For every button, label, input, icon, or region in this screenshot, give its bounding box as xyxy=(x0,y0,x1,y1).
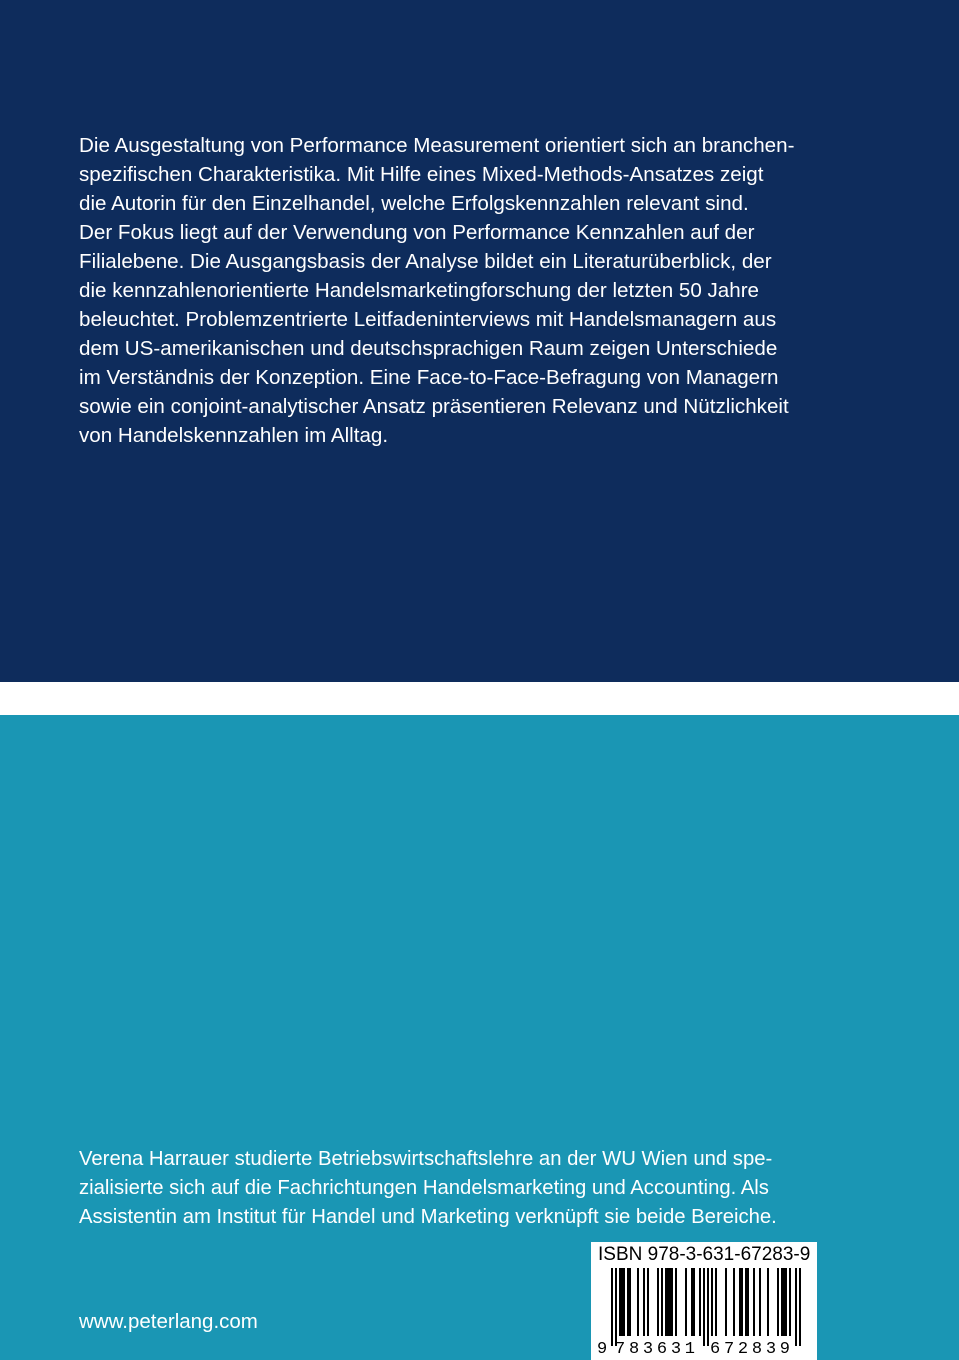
bio-line: Verena Harrauer studierte Betriebswirtschaftslehre an der WU Wien und spe- xyxy=(79,1148,773,1170)
barcode-bar xyxy=(733,1268,735,1336)
barcode-bar xyxy=(699,1268,701,1336)
barcode-bar xyxy=(619,1268,621,1336)
barcode-bar xyxy=(693,1268,695,1336)
description-line: im Verständnis der Konzeption. Eine Face-to-Face-Befragung von Managern xyxy=(79,366,779,389)
barcode-bar xyxy=(615,1268,617,1346)
description-line: dem US-amerikanischen und deutschsprachigen Raum zeigen Unterschiede xyxy=(79,337,778,360)
barcode-bar xyxy=(669,1268,671,1336)
barcode-first-digit: 9 xyxy=(597,1340,608,1359)
barcode-bar xyxy=(661,1268,663,1336)
ean-barcode-graphic xyxy=(591,1266,817,1360)
description-line: beleuchtet. Problemzentrierte Leitfadeninterviews mit Handelsmanagern aus xyxy=(79,308,777,331)
book-description xyxy=(79,131,817,450)
description-line: spezifischen Charakteristika. Mit Hilfe eines Mixed-Methods-Ansatzes zeigt xyxy=(79,163,764,186)
white-divider-band xyxy=(0,682,959,715)
isbn-label: ISBN 978-3-631-67283-9 xyxy=(598,1244,811,1265)
barcode-bar xyxy=(739,1268,741,1336)
description-line: Filialebene. Die Ausgangsbasis der Analyse bildet ein Literaturüberblick, der xyxy=(79,250,772,273)
barcode-bar xyxy=(685,1268,687,1336)
barcode-bar xyxy=(711,1268,713,1336)
barcode-bar xyxy=(623,1268,625,1336)
barcode-bar xyxy=(647,1268,649,1336)
barcode-bar xyxy=(629,1268,631,1336)
barcode-bar xyxy=(665,1268,667,1336)
barcode-bar xyxy=(657,1268,659,1336)
barcode-bar xyxy=(707,1268,709,1346)
barcode-bar xyxy=(643,1268,645,1336)
description-line: von Handelskennzahlen im Alltag. xyxy=(79,424,389,447)
bio-line: Assistentin am Institut für Handel und Marketing verknüpft sie beide Bereiche. xyxy=(79,1206,777,1228)
barcode-bar xyxy=(725,1268,727,1336)
barcode-bar xyxy=(627,1268,629,1336)
barcode-bar xyxy=(675,1268,677,1336)
isbn-barcode xyxy=(591,1242,817,1360)
barcode-bar xyxy=(777,1268,779,1336)
barcode-bar xyxy=(781,1268,783,1336)
barcode-bar xyxy=(667,1268,669,1336)
barcode-bar xyxy=(795,1268,797,1346)
barcode-bar xyxy=(767,1268,769,1336)
barcode-bar xyxy=(621,1268,623,1336)
author-biography xyxy=(79,1145,819,1232)
barcode-bar xyxy=(671,1268,673,1336)
barcode-bar xyxy=(691,1268,693,1336)
barcode-bar xyxy=(715,1268,717,1336)
description-line: sowie ein conjoint-analytischer Ansatz präsentieren Relevanz und Nützlichkeit xyxy=(79,395,789,418)
bio-line: zialisierte sich auf die Fachrichtungen Handelsmarketing und Accounting. Als xyxy=(79,1177,769,1199)
barcode-left-digits: 783631 xyxy=(615,1340,695,1359)
description-line: Der Fokus liegt auf der Verwendung von Performance Kennzahlen auf der xyxy=(79,221,755,244)
barcode-bar xyxy=(741,1268,743,1336)
barcode-bar xyxy=(759,1268,761,1336)
barcode-bars xyxy=(611,1268,801,1346)
description-line: Die Ausgestaltung von Performance Measurement orientiert sich an branchen- xyxy=(79,134,795,157)
barcode-bar xyxy=(611,1268,613,1346)
barcode-bar xyxy=(637,1268,639,1336)
barcode-bar xyxy=(789,1268,791,1336)
barcode-bar xyxy=(785,1268,787,1336)
barcode-right-digits: 672839 xyxy=(710,1340,790,1359)
barcode-bar xyxy=(753,1268,755,1336)
barcode-bar xyxy=(783,1268,785,1336)
barcode-bar xyxy=(799,1268,801,1346)
barcode-bar xyxy=(745,1268,747,1336)
publisher-website[interactable]: www.peterlang.com xyxy=(79,1310,258,1333)
description-line: die kennzahlenorientierte Handelsmarketingforschung der letzten 50 Jahre xyxy=(79,279,760,302)
barcode-bar xyxy=(703,1268,705,1346)
barcode-bar xyxy=(747,1268,749,1336)
description-line: die Autorin für den Einzelhandel, welche Erfolgskennzahlen relevant sind. xyxy=(79,192,749,215)
